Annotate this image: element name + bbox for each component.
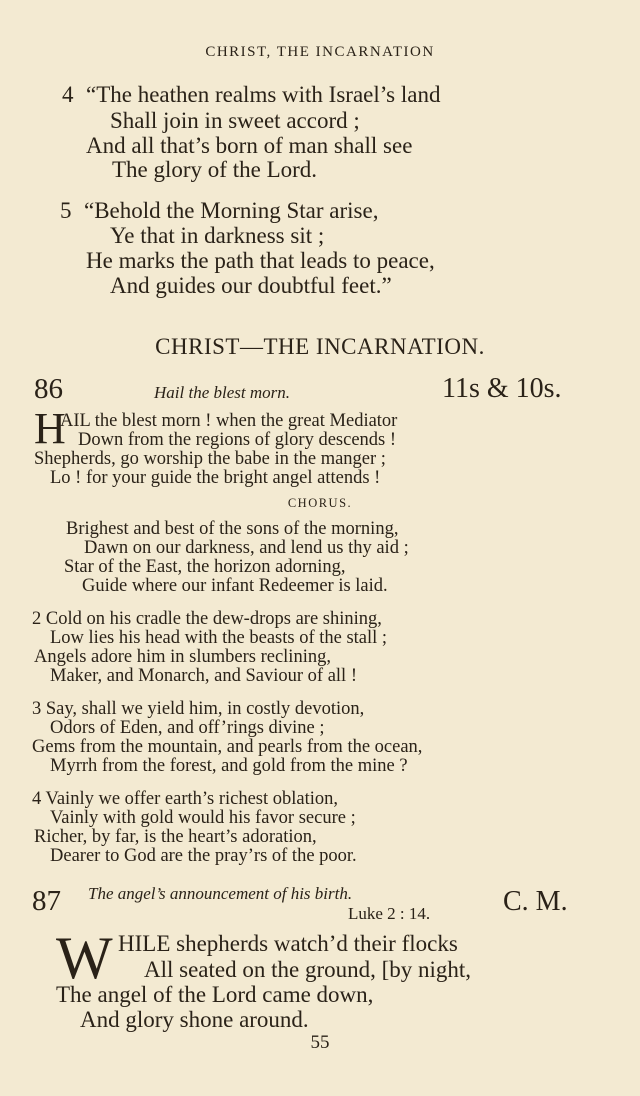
verse-line: Down from the regions of glory descends ! <box>78 430 397 450</box>
chorus-line: Star of the East, the horizon adorning, <box>64 557 346 577</box>
drop-cap: H <box>34 404 66 453</box>
verse-line: “Behold the Morning Star arise, <box>84 198 379 223</box>
verse-line: “The heathen realms with Israel’s land <box>86 82 441 107</box>
chorus-line: Dawn on our darkness, and lend us thy aid ; <box>84 538 409 558</box>
hymn-number: 86 <box>34 373 63 405</box>
verse-line: He marks the path that leads to peace, <box>86 248 435 273</box>
hymn-caption: Hail the blest morn. <box>154 383 290 402</box>
chorus-label: CHORUS. <box>287 496 353 510</box>
running-header: CHRIST, THE INCARNATION <box>205 44 435 60</box>
stanza-number: 4 <box>62 82 74 107</box>
verse-line: And all that’s born of man shall see <box>86 133 413 158</box>
verse-line: And guides our doubtful feet.” <box>110 273 392 298</box>
verse-line: Myrrh from the forest, and gold from the mine ? <box>50 756 408 776</box>
stanza-number: 5 <box>60 198 72 223</box>
verse-line: And glory shone around. <box>80 1007 309 1032</box>
verse-line: Shall join in sweet accord ; <box>110 108 360 133</box>
verse-line: Gems from the mountain, and pearls from the ocean, <box>32 737 423 757</box>
verse-line: Maker, and Monarch, and Saviour of all ! <box>50 666 357 686</box>
drop-cap: W <box>56 925 113 991</box>
chorus-line: Brighest and best of the sons of the morning, <box>66 519 399 539</box>
verse-line: Angels adore him in slumbers reclining, <box>34 647 331 667</box>
chorus-line: Guide where our infant Redeemer is laid. <box>82 576 388 596</box>
page-number: 55 <box>310 1032 330 1053</box>
scripture-reference: Luke 2 : 14. <box>348 904 431 923</box>
verse-line: Shepherds, go worship the babe in the manger ; <box>34 449 386 469</box>
verse-line: 3 Say, shall we yield him, in costly devotion, <box>32 699 365 719</box>
verse-line: 4 Vainly we offer earth’s richest oblation, <box>32 789 339 809</box>
verse-line: Vainly with gold would his favor secure ; <box>50 808 356 828</box>
verse-line: AIL the blest morn ! when the great Mediator <box>60 411 398 431</box>
hymn-meter: 11s & 10s. <box>442 373 562 404</box>
section-title: CHRIST—THE INCARNATION. <box>155 334 485 359</box>
verse-line: The glory of the Lord. <box>112 157 318 182</box>
hymn-caption: The angel’s announcement of his birth. <box>88 884 353 903</box>
verse-line: All seated on the ground, [by night, <box>144 957 472 982</box>
verse-line: Lo ! for your guide the bright angel attends ! <box>50 468 381 488</box>
hymn-meter: C. M. <box>503 886 568 917</box>
verse-line: Odors of Eden, and off’rings divine ; <box>50 718 325 738</box>
verse-line: Richer, by far, is the heart’s adoration, <box>34 827 317 847</box>
verse-line: 2 Cold on his cradle the dew-drops are shining, <box>32 609 382 629</box>
verse-line: Ye that in darkness sit ; <box>110 223 325 248</box>
verse-line: HILE shepherds watch’d their flocks <box>118 931 458 956</box>
verse-line: The angel of the Lord came down, <box>56 982 374 1007</box>
verse-line: Dearer to God are the pray’rs of the poor. <box>50 846 357 866</box>
verse-line: Low lies his head with the beasts of the stall ; <box>50 628 388 648</box>
hymn-number: 87 <box>32 885 61 917</box>
